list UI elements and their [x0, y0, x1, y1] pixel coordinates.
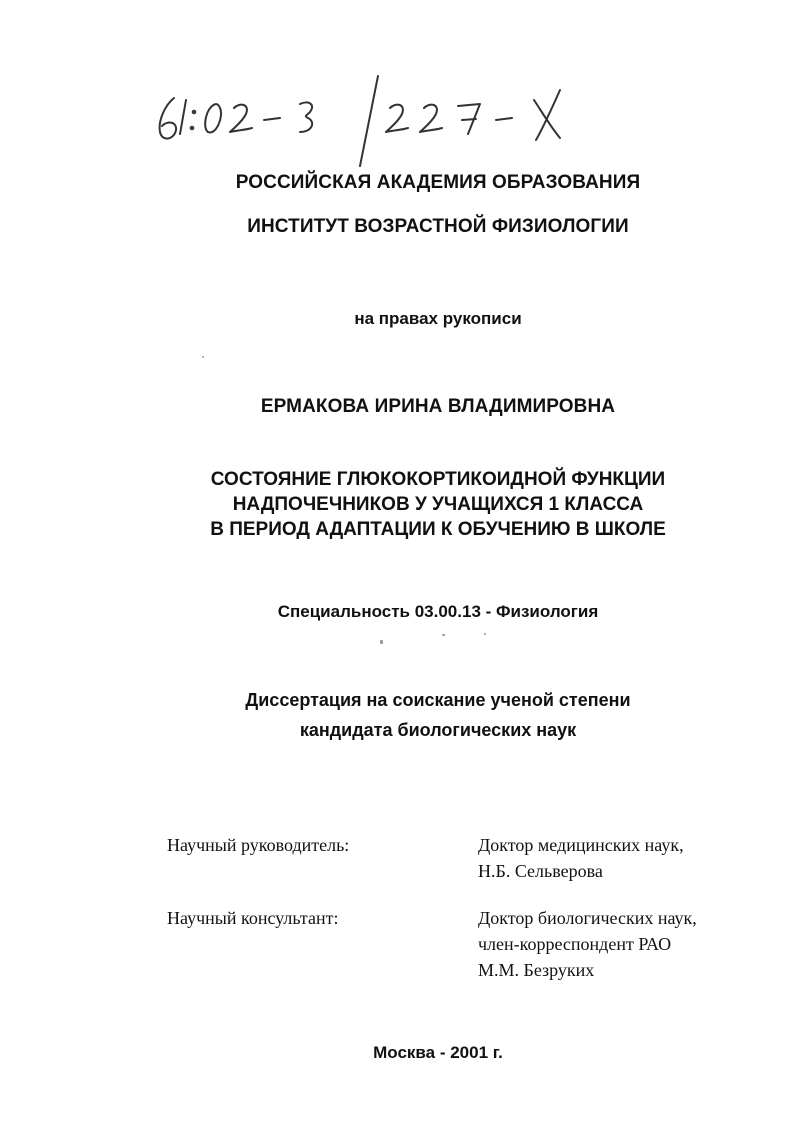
academy-name: РОССИЙСКАЯ АКАДЕМИЯ ОБРАЗОВАНИЯ: [235, 172, 641, 193]
thesis-title-line: В ПЕРИОД АДАПТАЦИИ К ОБУЧЕНИЮ В ШКОЛЕ: [210, 519, 666, 540]
supervisor-label: Научный руководитель:: [167, 835, 350, 855]
dissertation-line: Диссертация на соискание ученой степени: [245, 690, 631, 710]
dissertation-line: кандидата биологических наук: [299, 720, 577, 740]
supervisor-degree: Доктор медицинских наук,: [478, 835, 684, 855]
thesis-title-line: СОСТОЯНИЕ ГЛЮКОКОРТИКОИДНОЙ ФУНКЦИИ: [210, 469, 666, 490]
consultant-label: Научный консультант:: [167, 908, 339, 928]
supervisor-name: Н.Б. Сельверова: [478, 861, 603, 881]
scan-speck: [380, 640, 383, 644]
scan-speck: [202, 356, 204, 358]
manuscript-note: на правах рукописи: [354, 309, 522, 328]
handwritten-archive-code: [150, 70, 650, 170]
specialty: Специальность 03.00.13 - Физиология: [277, 602, 599, 621]
consultant-name: М.М. Безруких: [478, 960, 595, 980]
place-and-year: Москва - 2001 г.: [373, 1043, 503, 1062]
thesis-title-line: НАДПОЧЕЧНИКОВ У УЧАЩИХСЯ 1 КЛАССА: [232, 494, 644, 515]
supervisor-info: [478, 832, 684, 884]
scan-speck: [442, 634, 445, 636]
consultant-info: [478, 905, 697, 983]
scan-speck: [484, 633, 486, 635]
institute-name: ИНСТИТУТ ВОЗРАСТНОЙ ФИЗИОЛОГИИ: [247, 216, 629, 237]
author-name: ЕРМАКОВА ИРИНА ВЛАДИМИРОВНА: [260, 396, 616, 417]
consultant-title: член-корреспондент РАО: [478, 934, 672, 954]
consultant-degree: Доктор биологических наук,: [478, 908, 697, 928]
